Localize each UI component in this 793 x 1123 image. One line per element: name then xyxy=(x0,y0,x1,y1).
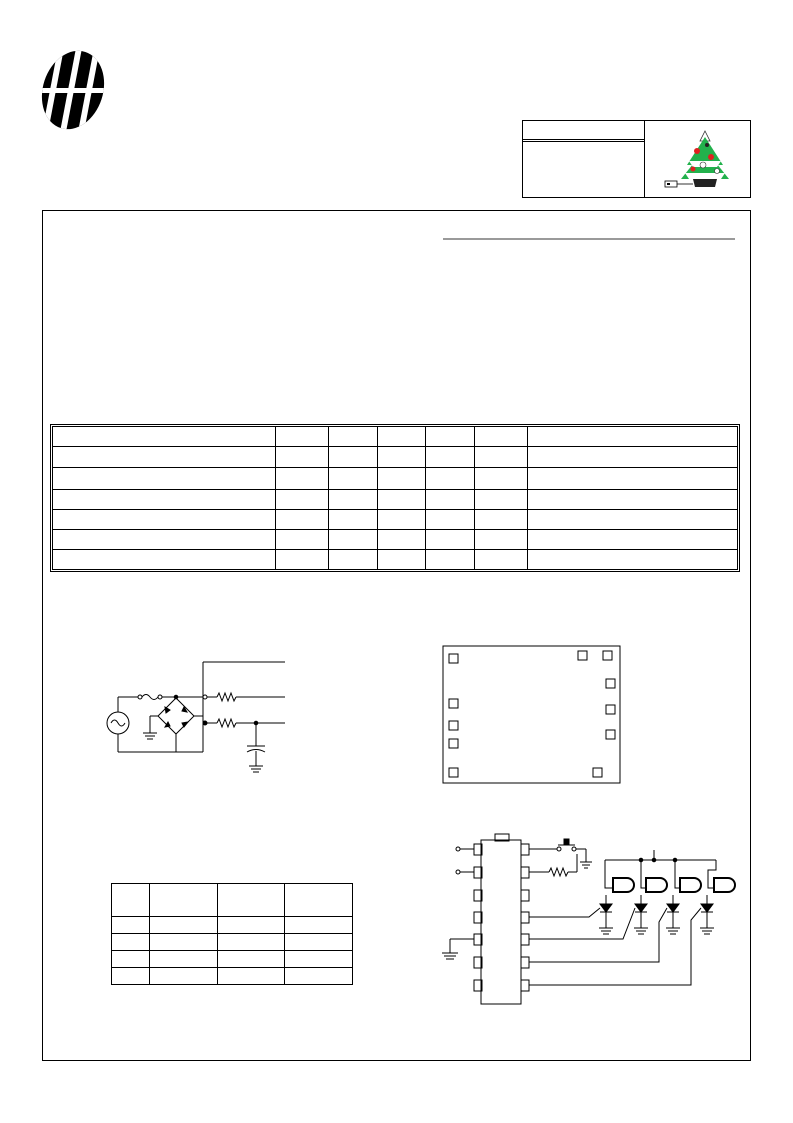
table-cell xyxy=(285,951,353,968)
table-cell xyxy=(426,447,475,468)
table-cell xyxy=(217,934,285,951)
table-cell xyxy=(112,968,150,985)
table-row xyxy=(53,427,738,447)
table-cell xyxy=(377,447,426,468)
table-cell xyxy=(53,447,276,468)
table-row xyxy=(53,447,738,468)
table-cell xyxy=(377,427,426,447)
table-cell xyxy=(528,468,738,490)
table-cell xyxy=(528,510,738,530)
pin-table xyxy=(111,883,353,985)
table-cell xyxy=(328,530,377,550)
table-cell xyxy=(149,951,217,968)
box-rule xyxy=(523,141,644,142)
table-cell xyxy=(475,530,528,550)
table-cell xyxy=(53,468,276,490)
package-pin-layout-icon xyxy=(442,645,622,785)
table-cell xyxy=(217,884,285,917)
table-cell xyxy=(328,490,377,510)
table-cell xyxy=(426,530,475,550)
table-row xyxy=(112,917,353,934)
table-cell xyxy=(53,530,276,550)
table-cell xyxy=(53,510,276,530)
table-row xyxy=(53,468,738,490)
table-cell xyxy=(475,427,528,447)
table-cell xyxy=(426,468,475,490)
table-cell xyxy=(426,427,475,447)
table-cell xyxy=(275,510,328,530)
table-row xyxy=(112,934,353,951)
table-cell xyxy=(426,490,475,510)
table-row xyxy=(53,510,738,530)
table-cell xyxy=(285,934,353,951)
table-cell xyxy=(275,490,328,510)
table-cell xyxy=(377,510,426,530)
table-cell xyxy=(377,530,426,550)
table-row xyxy=(53,530,738,550)
table-cell xyxy=(475,510,528,530)
table-cell xyxy=(275,530,328,550)
table-row xyxy=(53,550,738,570)
table-cell xyxy=(285,968,353,985)
table-cell xyxy=(328,427,377,447)
table-cell xyxy=(112,917,150,934)
table-row xyxy=(112,951,353,968)
table-cell xyxy=(328,447,377,468)
table-cell xyxy=(426,550,475,570)
table-cell xyxy=(149,884,217,917)
table-row xyxy=(112,968,353,985)
spec-table xyxy=(52,426,738,570)
table-cell xyxy=(426,510,475,530)
table-cell xyxy=(112,884,150,917)
table-cell xyxy=(475,468,528,490)
table-cell xyxy=(275,427,328,447)
ac-rectifier-circuit-icon xyxy=(100,655,295,780)
table-cell xyxy=(149,934,217,951)
table-cell xyxy=(475,550,528,570)
table-cell xyxy=(328,550,377,570)
table-row xyxy=(53,490,738,510)
title-rule xyxy=(443,238,735,240)
table-row xyxy=(112,884,353,917)
table-cell xyxy=(377,550,426,570)
table-cell xyxy=(112,951,150,968)
table-cell xyxy=(528,447,738,468)
table-cell xyxy=(528,550,738,570)
table-cell xyxy=(53,490,276,510)
table-cell xyxy=(275,468,328,490)
table-cell xyxy=(53,550,276,570)
table-cell xyxy=(149,968,217,985)
table-cell xyxy=(217,951,285,968)
table-cell xyxy=(285,884,353,917)
table-cell xyxy=(377,490,426,510)
table-cell xyxy=(528,490,738,510)
table-cell xyxy=(328,468,377,490)
table-cell xyxy=(275,550,328,570)
christmas-tree-icon xyxy=(645,121,751,198)
table-cell xyxy=(328,510,377,530)
box-rule xyxy=(523,139,644,140)
table-cell xyxy=(528,530,738,550)
table-cell xyxy=(285,917,353,934)
led-driver-application-circuit-icon xyxy=(438,830,748,1010)
table-cell xyxy=(528,427,738,447)
table-cell xyxy=(377,468,426,490)
company-stripe-logo-icon xyxy=(38,48,108,132)
table-cell xyxy=(149,917,217,934)
table-cell xyxy=(53,427,276,447)
table-cell xyxy=(112,934,150,951)
table-cell xyxy=(475,447,528,468)
table-cell xyxy=(217,917,285,934)
table-cell xyxy=(275,447,328,468)
part-info-box xyxy=(522,120,751,198)
table-cell xyxy=(217,968,285,985)
table-cell xyxy=(475,490,528,510)
